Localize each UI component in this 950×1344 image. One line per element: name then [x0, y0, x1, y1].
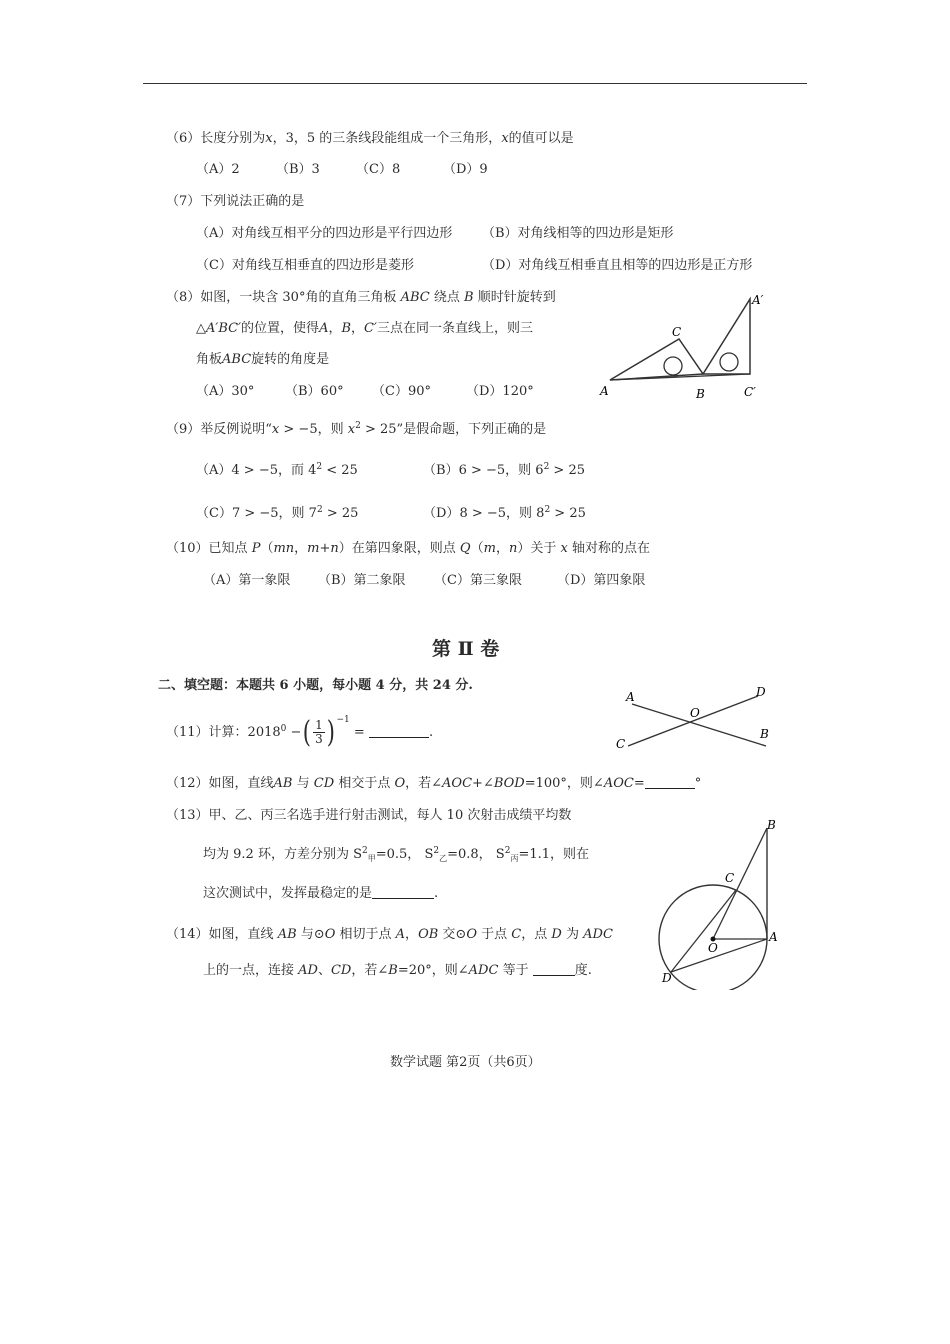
q7-option-c: （C）对角线互相垂直的四边形是菱形 — [196, 258, 414, 273]
line-cd — [671, 890, 736, 972]
q10-option-b: （B）第二象限 — [318, 573, 406, 588]
q10-option-a: （A）第一象限 — [203, 573, 291, 588]
label-c-prime: C′ — [744, 385, 756, 399]
left-paren: ( — [303, 714, 312, 750]
q7-option-a: （A）对角线互相平分的四边形是平行四边形 — [196, 226, 453, 241]
line-ad — [671, 939, 767, 972]
label-c: C — [616, 737, 626, 751]
q8-option-a: （A）30° — [196, 384, 255, 399]
q12-figure — [608, 680, 788, 758]
label-a: A — [600, 384, 609, 398]
q6-option-c: （C）8 — [356, 162, 401, 177]
q8-option-d: （D）120° — [466, 384, 534, 399]
q7-stem: （7）下列说法正确的是 — [166, 194, 305, 209]
header-rule — [143, 83, 807, 84]
label-a-prime: A′ — [752, 293, 764, 307]
q7-option-b: （B）对角线相等的四边形是矩形 — [482, 226, 674, 241]
q9-option-a: （A）4 > −5，而 $4^2 < 25$ — [196, 462, 358, 478]
triangle-hole-1 — [664, 357, 682, 375]
triangle-a1bc1 — [703, 299, 750, 374]
q8-line3: 角板ABC旋转的角度是 — [196, 352, 330, 367]
q13-line2: 均为 9.2 环，方差分别为 $S^2_甲=0.5$， $S^2_乙=0.8$， $S^2_丙=1.1$，则在 — [203, 846, 590, 863]
label-b: B — [767, 818, 776, 832]
fraction: $\frac{1}{3}$ — [315, 718, 323, 746]
q10-option-c: （C）第三象限 — [434, 573, 522, 588]
label-b: B — [760, 727, 769, 741]
q6-option-d: （D）9 — [443, 162, 488, 177]
answer-blank-11[interactable] — [369, 725, 429, 738]
q8-option-c: （C）90° — [372, 384, 431, 399]
q13-line3: 这次测试中，发挥最稳定的是 . — [203, 886, 439, 901]
q10-option-d: （D）第四象限 — [557, 573, 646, 588]
q6-stem: （6）长度分别为x，3，5 的三条线段能组成一个三角形，x的值可以是 — [166, 131, 574, 146]
q9-option-c: （C）7 > −5，则 $7^2 > 25$ — [196, 505, 359, 521]
q14-figure — [652, 815, 787, 990]
q10-stem: （10）已知点 P（mn，m+n）在第四象限，则点 Q（m，n）关于 x 轴对称的点在 — [166, 541, 650, 556]
triangle-hole-2 — [720, 353, 738, 371]
q8-line2: △A′BC′的位置，使得A，B，C′三点在同一条直线上，则三 — [196, 321, 533, 336]
section-heading: 二、填空题：本题共 6 小题，每小题 4 分，共 24 分. — [158, 678, 473, 693]
section-title: 第 Ⅱ 卷 — [432, 638, 500, 660]
label-a: A — [769, 930, 778, 944]
q6-option-a: （A）2 — [196, 162, 240, 177]
q13-line1: （13）甲、乙、丙三名选手进行射击测试，每人 10 次射击成绩平均数 — [166, 808, 572, 823]
label-c: C — [672, 325, 682, 339]
answer-blank-12[interactable] — [645, 776, 695, 789]
q14-line1: （14）如图，直线 AB 与⊙O 相切于点 A，OB 交⊙O 于点 C，点 D 为 ADC — [166, 927, 613, 942]
q7-option-d: （D）对角线互相垂直且相等的四边形是正方形 — [482, 258, 753, 273]
right-paren: ) — [326, 714, 335, 750]
q9-option-d: （D）8 > −5，则 $8^2 > 25$ — [423, 505, 586, 521]
q9-option-b: （B）6 > −5，则 $6^2 > 25$ — [423, 462, 585, 478]
label-o: O — [690, 706, 700, 720]
answer-blank-14[interactable] — [533, 963, 575, 976]
q8-figure — [592, 290, 782, 405]
label-d: D — [662, 971, 672, 985]
q8-option-b: （B）60° — [285, 384, 344, 399]
q6-option-b: （B）3 — [276, 162, 320, 177]
label-d: D — [756, 685, 766, 699]
line-cd — [628, 696, 758, 746]
q9-stem: （9）举反例说明“x > −5，则 $x^2 > 25$”是假命题，下列正确的是 — [166, 421, 547, 437]
q8-line1: （8）如图，一块含 30°角的直角三角板 ABC 绕点 B 顺时针旋转到 — [166, 290, 556, 305]
triangle-abc — [610, 339, 703, 380]
label-a: A — [626, 690, 635, 704]
answer-blank-13[interactable] — [372, 886, 434, 899]
q14-line2: 上的一点，连接 AD、CD，若∠B=20°，则∠ADC 等于 度. — [203, 963, 592, 978]
label-o: O — [708, 941, 718, 955]
label-b: B — [696, 387, 705, 401]
page-footer: 数学试题 第2页（共6页） — [390, 1055, 541, 1070]
q11: （11）计算：2018$^0$ −( $\frac{1}{3}$ ) $^{-1}$ = . — [166, 714, 434, 750]
label-c: C — [725, 871, 735, 885]
line-ob — [713, 828, 767, 939]
q12-stem: （12）如图，直线AB 与 CD 相交于点 O，若∠AOC+∠BOD=100°，则∠AOC= ° — [166, 776, 702, 791]
